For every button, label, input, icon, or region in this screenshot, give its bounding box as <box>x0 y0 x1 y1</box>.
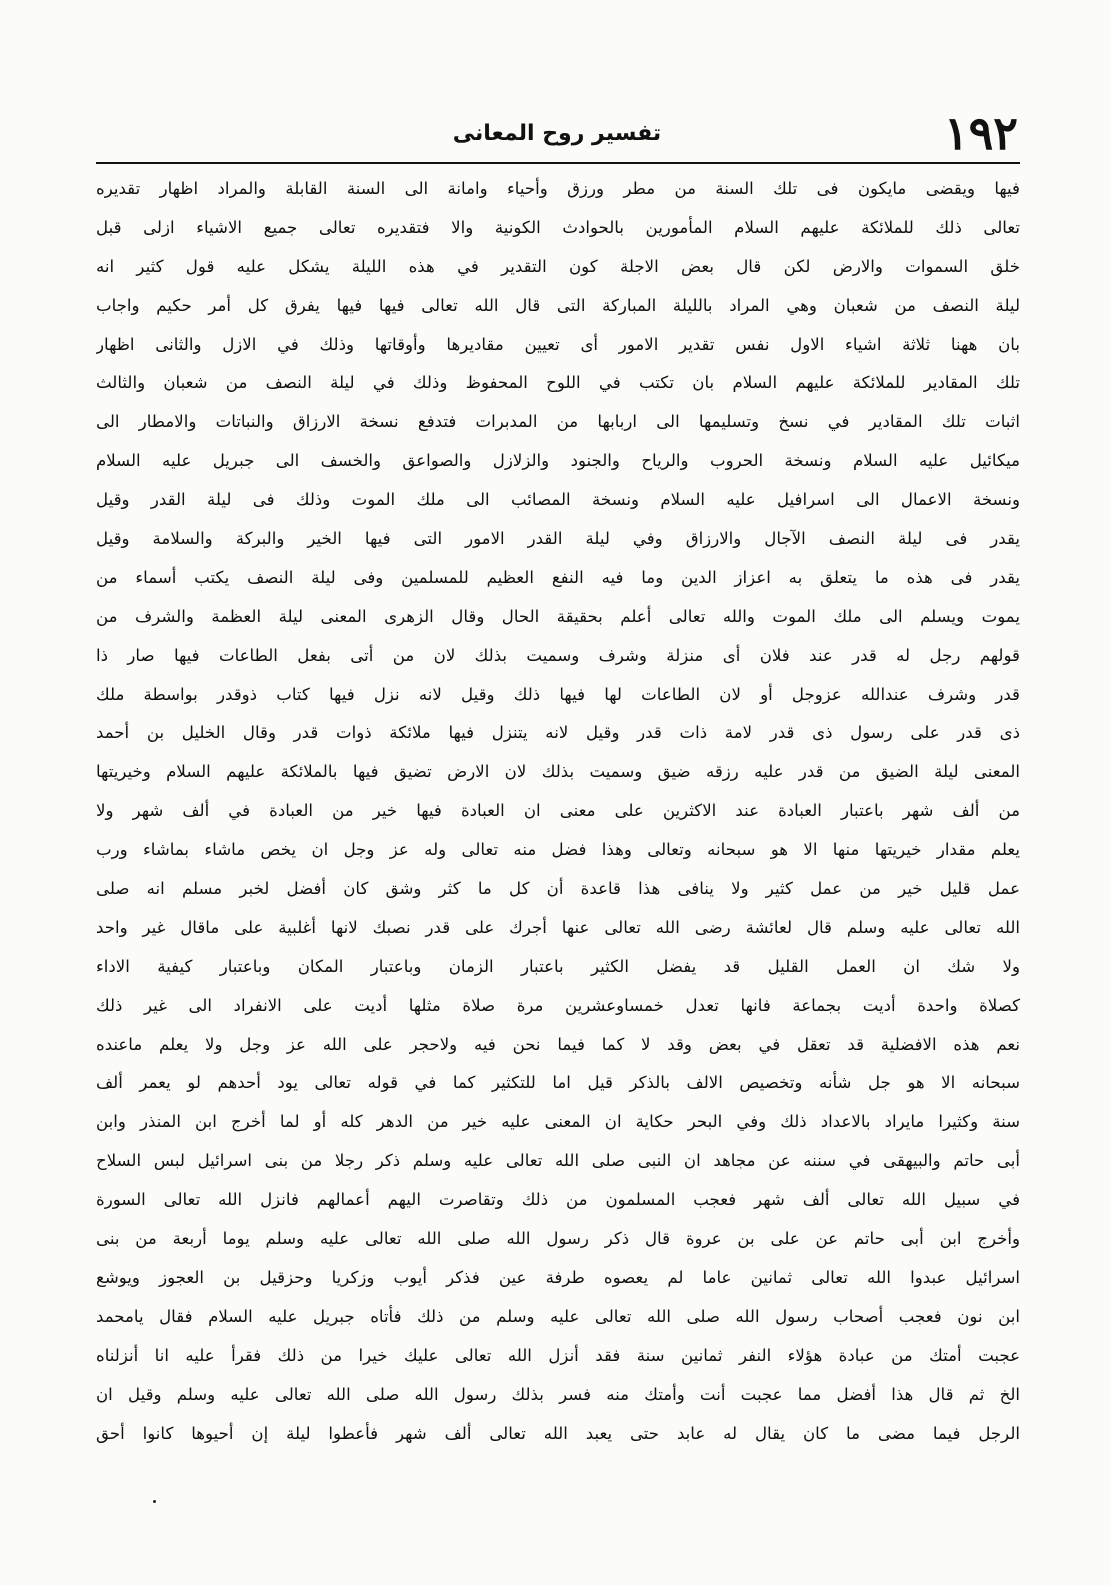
text-line: عمل قليل خير من عمل كثير ولا ينافى هذا قاعدة أن كل ما كثر وشق كان أفضل لخبر مسلم انه صلى <box>96 879 1020 899</box>
text-line: ابن نون فعجب أصحاب رسول الله صلى الله تعالى عليه وسلم من ذلك فأتاه جبريل عليه السلام فقال يامحمد <box>96 1306 1020 1326</box>
page-header <box>96 104 1018 162</box>
text-line: وأخرج ابن أبى حاتم عن على بن عروة قال ذكر رسول الله صلى الله تعالى عليه وسلم يوما أربعة من بنى <box>96 1229 1020 1249</box>
page-speck <box>153 1500 156 1503</box>
text-line: ذى قدر على رسول ذى قدر لامة ذات قدر وقيل لانه يتنزل فيها ملائكة ذوات قدر وقال الخليل بن أحمد <box>96 723 1020 743</box>
tafsir-body-text <box>96 170 1020 1453</box>
text-line: يقدر فى هذه ما يتعلق به اعزاز الدين وما فيه النفع العظيم للمسلمين وفى ليلة النصف يكتب أسماء من <box>96 567 1020 587</box>
text-line: يموت ويسلم الى ملك الموت والله تعالى أعلم بحقيقة الحال وقال الزهرى المعنى ليلة العظمة والشرف من <box>96 606 1020 626</box>
text-line: يقدر فى ليلة النصف الآجال والارزاق وفي ليلة القدر الامور التى فيها الخير والبركة والسلامة وقيل <box>96 529 1020 549</box>
text-line: خلق السموات والارض لكن قال بعض الاجلة كون التقدير في هذه الليلة يشكل عليه قول كثير انه <box>96 256 1020 276</box>
text-line: نعم هذه الافضلية قد تعقل في بعض وقد لا كما فيما نحن فيه ولاحجر على الله عز وجل ولا يعلم ماعنده <box>96 1034 1020 1054</box>
text-line: في سبيل الله تعالى ألف شهر فعجب المسلمون من ذلك وتقاصرت اليهم أعمالهم فانزل الله تعالى السورة <box>96 1190 1020 1210</box>
text-line: الخ ثم قال هذا أفضل مما عجبت أنت وأمتك منه فسر بذلك رسول الله صلى الله تعالى عليه وسلم وقيل ان <box>96 1384 1020 1404</box>
text-line: سنة وكثيرا مايراد بالاعداد ذلك وفي البحر حكاية ان المعنى عليه خير من الدهر كله أو لما أخرج ابن المنذر وابن <box>96 1112 1020 1132</box>
text-line: من ألف شهر باعتبار العبادة عند الاكثرين على معنى ان العبادة فيها خير من العبادة في ألف شهر ولا <box>96 801 1020 821</box>
text-line: أبى حاتم والبيهقى في سننه عن مجاهد ان النبى صلى الله تعالى عليه وسلم ذكر رجلا من بنى اسرائيل لبس السلاح <box>96 1151 1020 1171</box>
text-line: تلك المقادير للملائكة عليهم السلام بان تكتب في اللوح المحفوظ وذلك في ليلة النصف من شعبان والثالث <box>96 373 1020 393</box>
text-line: عجبت أمتك من عبادة هؤلاء النفر ثمانين سنة فقد أنزل الله تعالى عليك خيرا من ذلك فقرأ عليه انا أنزلناه <box>96 1345 1020 1365</box>
text-line: الله تعالى عليه وسلم قال لعائشة رضى الله تعالى عنها أجرك على قدر نصبك لانها أغلبية على ماقال غير واحد <box>96 917 1020 937</box>
header-rule <box>96 162 1020 164</box>
text-line: قولهم رجل له قدر عند فلان أى منزلة وشرف وسميت بذلك لان من أتى بفعل الطاعات فيها صار ذا <box>96 645 1020 665</box>
text-line: سبحانه الا هو جل شأنه وتخصيص الالف بالذكر قيل اما للتكثير كما في قوله تعالى يود أحدهم لو يعمر ألف <box>96 1073 1020 1093</box>
page-number: ١٩٢ <box>943 106 1018 160</box>
text-line: فيها ويقضى مايكون فى تلك السنة من مطر ورزق وأحياء وامانة الى السنة القابلة والمراد اظهار تقديره <box>96 179 1020 198</box>
text-line: قدر وشرف عندالله عزوجل أو لان الطاعات لها فيها ذلك وقيل لانه نزل فيها كتاب ذوقدر بواسطة ملك <box>96 684 1020 704</box>
running-title: تفسير روح المعانى <box>452 121 662 146</box>
text-line: بان ههنا ثلاثة اشياء الاول نفس تقدير الامور أى تعيين مقاديرها وأوقاتها وذلك في الازل والثانى اظهار <box>96 334 1020 354</box>
text-line: الرجل فيما مضى ما كان يقال له عابد حتى يعبد الله تعالى ألف شهر فأعطوا ليلة إن أحيوها كانوا أحق <box>96 1423 1020 1443</box>
text-line: يعلم مقدار خيريتها منها الا هو سبحانه وتعالى وهذا فضل منه تعالى وله عز وجل ان يخص ماشاء بماشاء ورب <box>96 840 1020 860</box>
text-line: اسرائيل عبدوا الله تعالى ثمانين عاما لم يعصوه طرفة عين فذكر أيوب وزكريا وحزقيل بن العجوز ويوشع <box>96 1267 1020 1287</box>
text-line: ليلة النصف من شعبان وهي المراد بالليلة المباركة التى قال الله تعالى فيها فيها يفرق كل أمر حكيم واجاب <box>96 295 1020 315</box>
text-line: كصلاة واحدة أديت بجماعة فانها تعدل خمساوعشرين مرة صلاة مثلها أديت على الانفراد الى غير ذلك <box>96 995 1020 1015</box>
text-line: اثبات تلك المقادير في نسخ وتسليمها الى اربابها من المدبرات فتدفع نسخة الارزاق والنباتات والامطار الى <box>96 412 1020 432</box>
text-line: ولا شك ان العمل القليل قد يفضل الكثير باعتبار الزمان وباعتبار المكان وباعتبار كيفية الاداء <box>96 956 1020 976</box>
text-line: المعنى ليلة الضيق من قدر عليه رزقه ضيق وسميت بذلك لان الارض تضيق فيها بالملائكة عليهم السلام وخيريتها <box>96 762 1020 782</box>
text-line: ميكائيل عليه السلام ونسخة الحروب والرياح والجنود والزلازل والصواعق والخسف الى جبريل عليه السلام <box>96 451 1020 471</box>
text-line: ونسخة الاعمال الى اسرافيل عليه السلام ونسخة المصائب الى ملك الموت وذلك فى ليلة القدر وقيل <box>96 490 1020 510</box>
text-line: تعالى ذلك للملائكة عليهم السلام المأمورين بالحوادث الكونية والا فتقديره تعالى جميع الاشياء ازلى قبل <box>96 217 1020 237</box>
